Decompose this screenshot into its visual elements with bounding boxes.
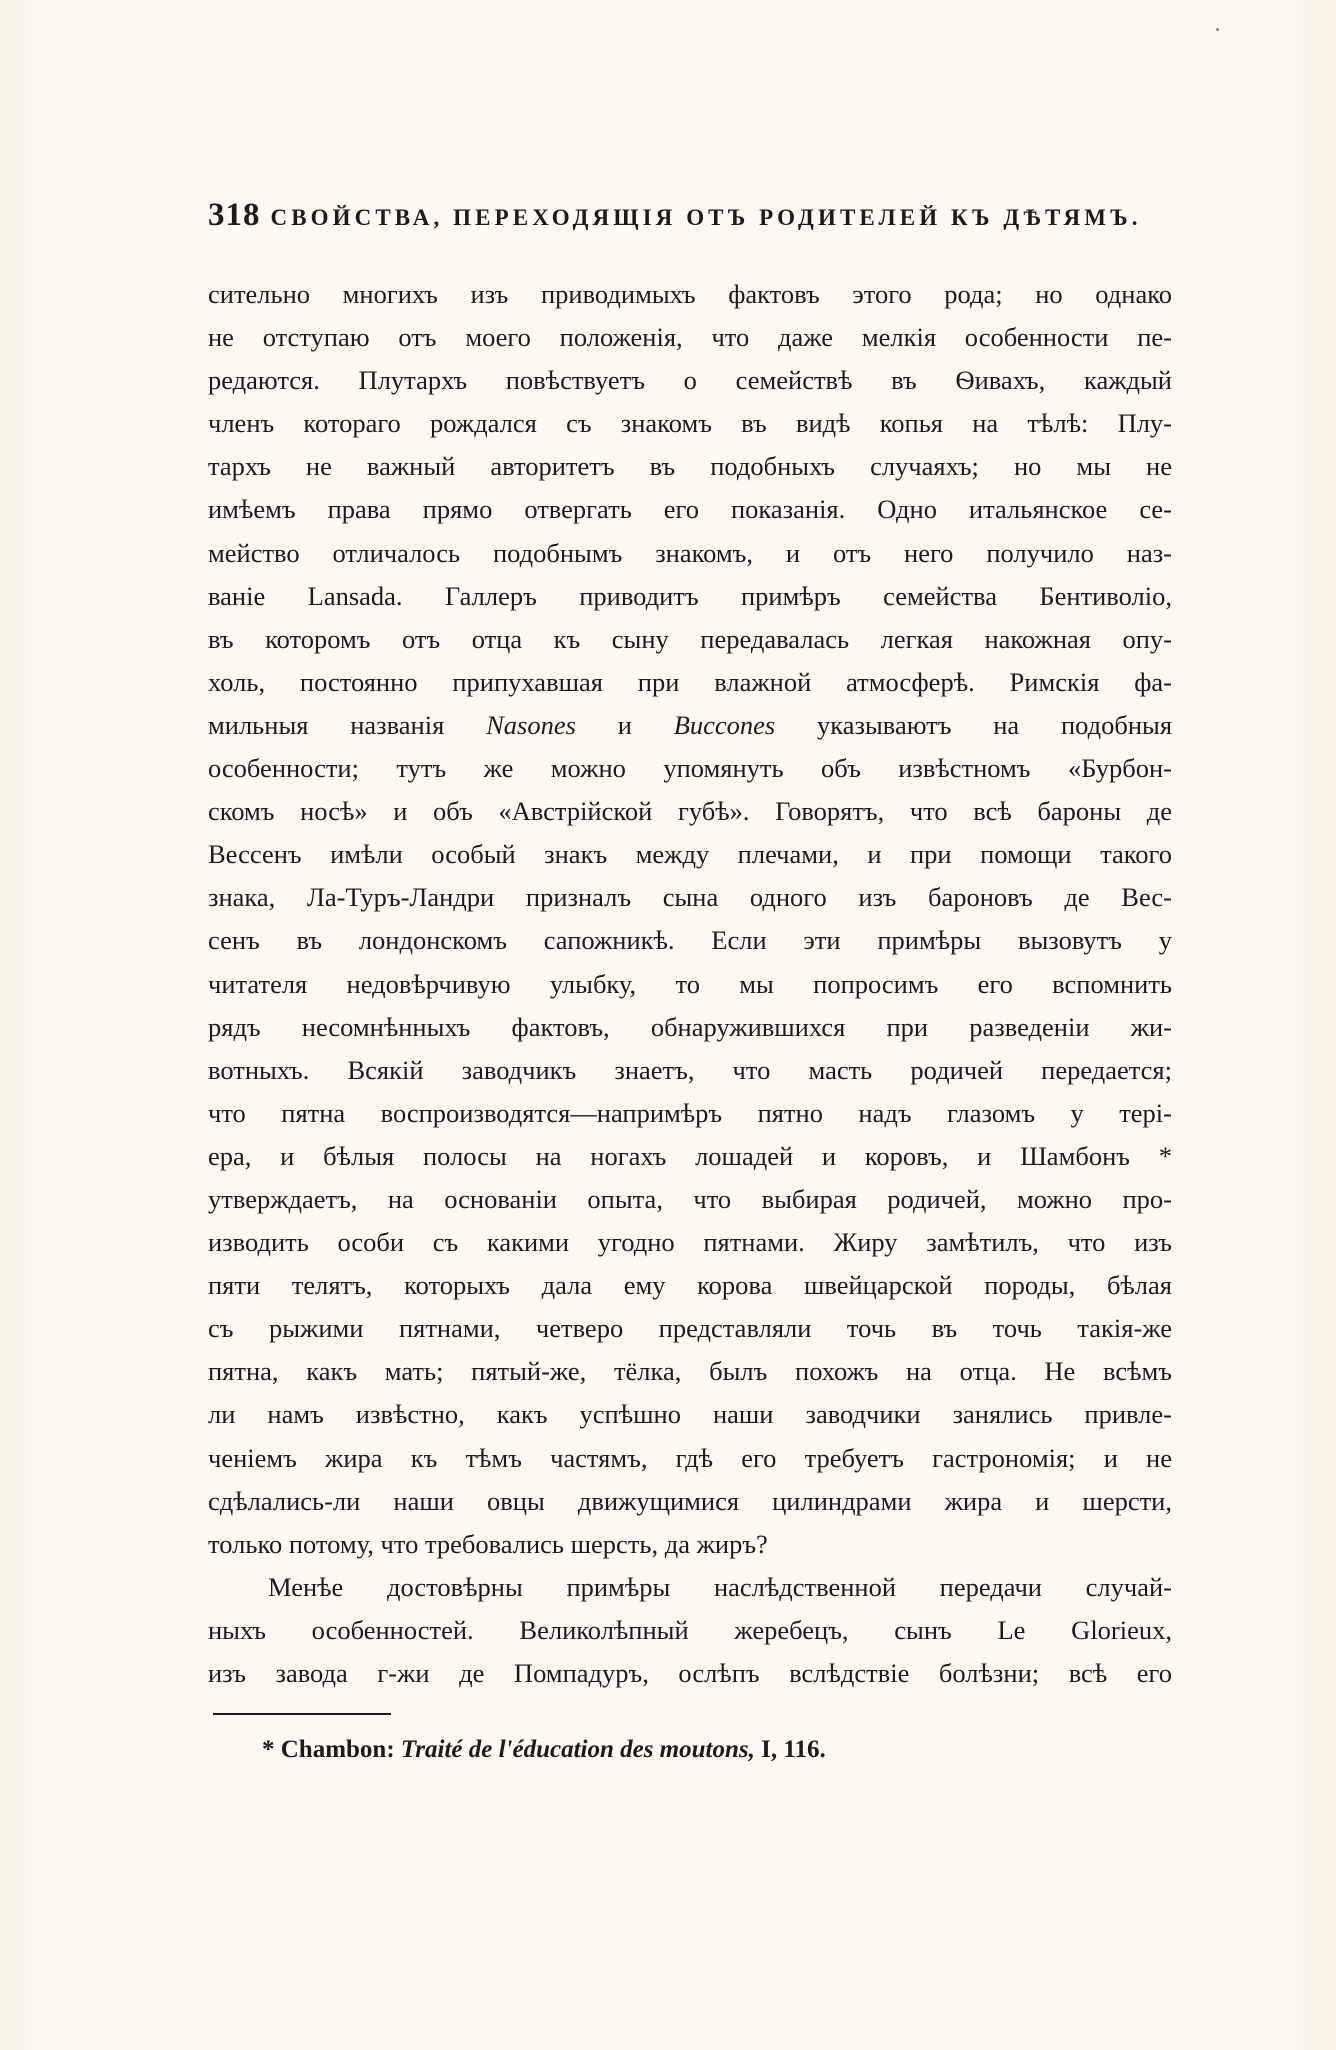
text-line: не отступаю отъ моего положенія, что даже мелкія особенности пе-: [208, 322, 1172, 353]
text-line: сенъ въ лондонскомъ сапожникѣ. Если эти примѣры вызовутъ у: [208, 925, 1172, 956]
text-line: редаются. Плутархъ повѣствуетъ о семействѣ въ Ѳивахъ, каждый: [208, 365, 1172, 396]
text-line-mixed: [208, 704, 1172, 747]
text-line: пяти телятъ, которыхъ дала ему корова швейцарской породы, бѣлая: [208, 1270, 1172, 1301]
text-line: ли намъ извѣстно, какъ успѣшно наши заводчики занялись привле-: [208, 1399, 1172, 1430]
text-line: имѣемъ права прямо отвергать его показанія. Одно итальянское се-: [208, 494, 1172, 525]
footnote-reference: I, 116.: [761, 1736, 826, 1763]
text-line: вотныхъ. Всякій заводчикъ знаетъ, что масть родичей передается;: [208, 1054, 1172, 1085]
text-line: пятна, какъ мать; пятый-же, тёлка, былъ похожъ на отца. Не всѣмъ: [208, 1356, 1172, 1387]
text-line: ваніе Lansada. Галлеръ приводитъ примѣръ семейства Бентиволіо,: [208, 580, 1172, 611]
footnote-marker: *: [262, 1736, 275, 1763]
text-line: ера, и бѣлыя полосы на ногахъ лошадей и коровъ, и Шамбонъ *: [208, 1140, 1172, 1171]
text-line: что пятна воспроизводятся—напримѣръ пятно надъ глазомъ у тері-: [208, 1097, 1172, 1128]
running-head: СВОЙСТВА, ПЕРЕХОДЯЩІЯ ОТЪ РОДИТЕЛЕЙ КЪ ДѢТЯМЪ.: [270, 205, 1142, 230]
text-fragment: мильныя названія: [208, 709, 445, 740]
text-line: ченіемъ жира къ тѣмъ частямъ, гдѣ его требуетъ гастрономія; и не: [208, 1442, 1172, 1473]
text-line: скомъ носѣ» и объ «Австрійской губѣ». Говорятъ, что всѣ бароны де: [208, 796, 1172, 827]
text-fragment: указываютъ на подобныя: [817, 709, 1173, 740]
text-line: сдѣлались-ли наши овцы движущимися цилиндрами жира и шерсти,: [208, 1485, 1172, 1516]
italic-term: Nasones: [486, 709, 576, 740]
footnote: [262, 1736, 826, 1764]
footnote-author: Chambon:: [280, 1736, 395, 1763]
text-fragment: и: [617, 709, 632, 740]
paragraph-first-line: Менѣе достовѣрны примѣры наслѣдственной передачи случай-: [268, 1571, 1172, 1602]
text-line: холь, постоянно припухавшая при влажной атмосферѣ. Римскія фа-: [208, 666, 1172, 697]
text-line: членъ котораго рождался съ знакомъ въ видѣ копья на тѣлѣ: Плу-: [208, 408, 1172, 439]
text-line: изводить особи съ какими угодно пятнами. Жиру замѣтилъ, что изъ: [208, 1227, 1172, 1258]
page-number: 318: [208, 197, 261, 233]
text-line: утверждаетъ, на основаніи опыта, что выбирая родичей, можно про-: [208, 1183, 1172, 1214]
text-line: ныхъ особенностей. Великолѣпный жеребецъ, сынъ Le Glorieux,: [208, 1614, 1172, 1645]
footnote-title: Traité de l'éducation des moutons,: [400, 1736, 755, 1763]
text-line: рядъ несомнѣнныхъ фактовъ, обнаружившихся при разведеніи жи-: [208, 1011, 1172, 1042]
text-line: въ которомъ отъ отца къ сыну передавалась легкая накожная опу-: [208, 623, 1172, 654]
text-line: изъ завода г-жи де Помпадуръ, ослѣпъ вслѣдствіе болѣзни; всѣ его: [208, 1658, 1172, 1688]
text-line: тархъ не важный авторитетъ въ подобныхъ случаяхъ; но мы не: [208, 451, 1172, 482]
text-line: сительно многихъ изъ приводимыхъ фактовъ этого рода; но однако: [208, 279, 1172, 309]
text-line: знака, Ла-Туръ-Ландри призналъ сына одного изъ бароновъ де Вес-: [208, 882, 1172, 913]
page-header: [208, 192, 1142, 238]
text-line: читателя недовѣрчивую улыбку, то мы попросимъ его вспомнить: [208, 968, 1172, 999]
text-line: мейство отличалось подобнымъ знакомъ, и отъ него получило наз-: [208, 537, 1172, 568]
footnote-rule: [213, 1713, 391, 1715]
text-line: особенности; тутъ же можно упомянуть объ извѣстномъ «Бурбон-: [208, 753, 1172, 784]
italic-term: Buccones: [673, 709, 776, 740]
text-line: Вессенъ имѣли особый знакъ между плечами, и при помощи такого: [208, 839, 1172, 870]
paper-speck: [1216, 28, 1219, 31]
body-text: [208, 273, 1172, 1695]
paragraph-last-line: только потому, что требовались шерсть, да жиръ?: [208, 1528, 768, 1559]
text-line: съ рыжими пятнами, четверо представляли точь въ точь такія-же: [208, 1313, 1172, 1344]
